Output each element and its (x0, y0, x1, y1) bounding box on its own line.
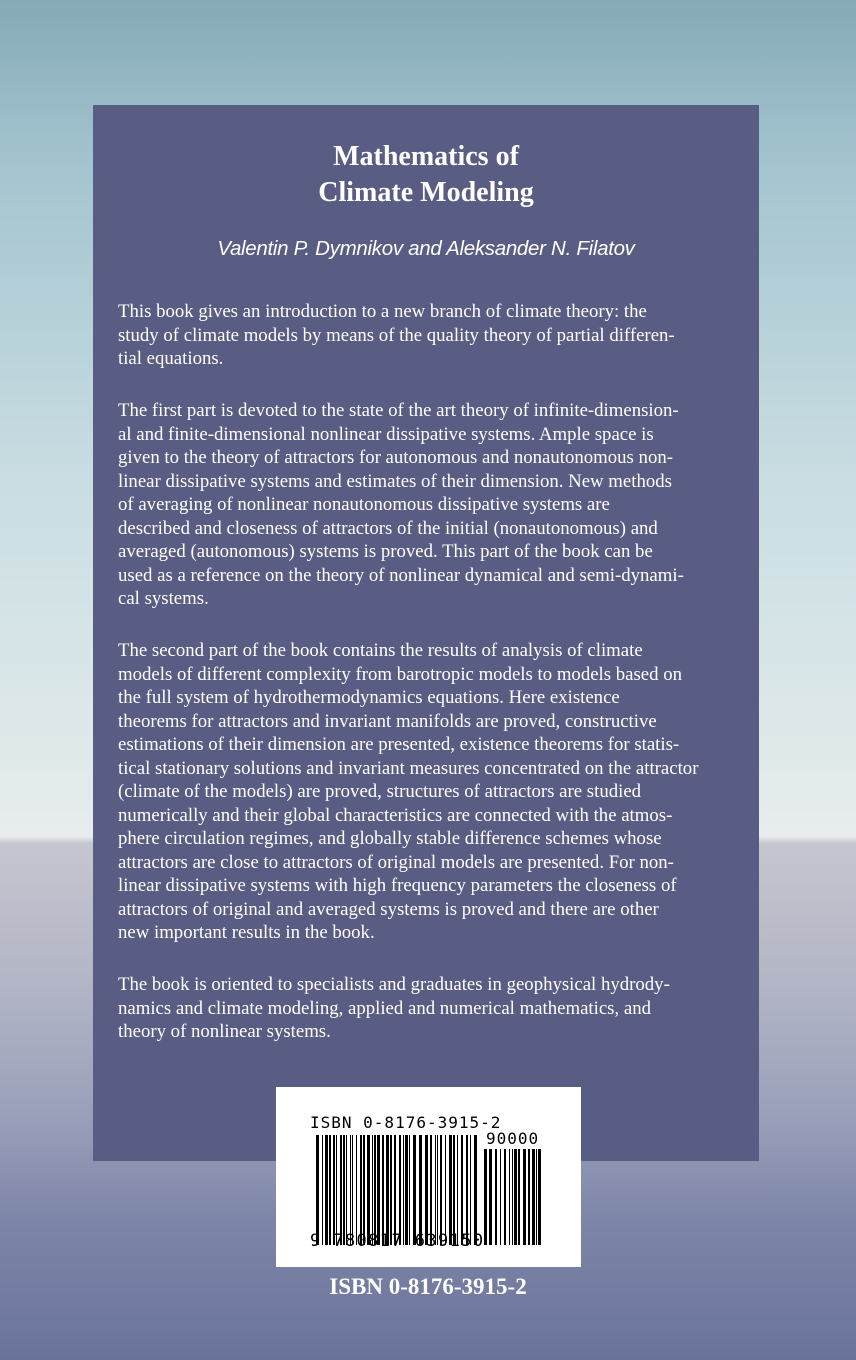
isbn-footer: ISBN 0-8176-3915-2 (329, 1274, 527, 1299)
barcode-stripe (512, 1149, 513, 1245)
barcode-stripe (470, 1135, 471, 1245)
barcode-stripe (500, 1149, 501, 1245)
barcode-stripe (350, 1135, 351, 1245)
barcode-stripe (509, 1149, 510, 1245)
barcode-stripe (333, 1135, 335, 1245)
barcode-stripe (322, 1135, 323, 1245)
blurb-paragraph-1 (118, 300, 738, 371)
back-cover-panel (93, 105, 759, 1161)
barcode-stripe (394, 1135, 396, 1245)
barcode-stripe (343, 1135, 345, 1245)
text-line: The second part of the book contains the results of analysis of climate (118, 640, 643, 661)
barcode-stripe (352, 1135, 353, 1245)
barcode-stripe (449, 1135, 452, 1245)
barcode-stripe (453, 1135, 455, 1245)
text-line: described and closeness of attractors of the initial (nonautonomous) and (118, 517, 658, 539)
barcode-stripe (419, 1135, 422, 1245)
barcode-stripe (386, 1135, 389, 1245)
barcode-stripe (538, 1149, 541, 1245)
barcode-isbn-header: ISBN 0-8176-3915-2 (310, 1113, 502, 1132)
text-line: attractors of original and averaged systems is proved and there are other (118, 898, 659, 920)
title-line: Mathematics of (333, 141, 519, 172)
barcode-price-code: 90000 (486, 1129, 540, 1148)
text-line: study of climate models by means of the quality theory of partial differen- (118, 324, 675, 346)
barcode-bars (316, 1135, 478, 1245)
text-line: tial equations. (118, 348, 224, 369)
text-line: namics and climate modeling, applied and numerical mathematics, and (118, 997, 652, 1019)
text-line: This book gives an introduction to a new branch of climate theory: the (118, 301, 647, 322)
text-line: The book is oriented to specialists and graduates in geophysical hydrody- (118, 974, 670, 995)
text-line: models of different complexity from barotropic models to models based on (118, 663, 683, 685)
book-title (93, 139, 759, 211)
barcode-stripe (437, 1135, 438, 1245)
text-line: new important results in the book. (118, 922, 375, 943)
text-line: linear dissipative systems and estimates of their dimension. New methods (118, 470, 672, 492)
barcode-stripe (363, 1135, 365, 1245)
text-line: attractors are close to attractors of original models are presented. For non- (118, 851, 674, 873)
barcode-stripe (495, 1149, 497, 1245)
barcode-stripe (405, 1135, 408, 1245)
barcode-stripe (403, 1135, 404, 1245)
barcode-stripe (360, 1135, 362, 1245)
barcode-stripe (382, 1135, 384, 1245)
text-line: used as a reference on the theory of nonlinear dynamical and semi-dynami- (118, 564, 684, 586)
barcode-stripe (336, 1135, 337, 1245)
barcode-stripe (523, 1149, 526, 1245)
barcode-stripe (445, 1135, 446, 1245)
barcode-stripe (346, 1135, 347, 1245)
barcode-stripe (435, 1135, 436, 1245)
text-line: estimations of their dimension are presented, existence theorems for statis- (118, 734, 680, 755)
blurb-paragraph-3 (118, 639, 738, 945)
barcode-stripe (532, 1149, 535, 1245)
barcode-stripe (461, 1135, 463, 1245)
barcode-stripe (489, 1149, 492, 1245)
barcode-addon-bars (484, 1149, 542, 1245)
barcode-stripe (356, 1135, 357, 1245)
barcode-stripe (425, 1135, 428, 1245)
text-line: averaged (autonomous) systems is proved. This part of the book can be (118, 541, 653, 562)
blurb-paragraph-2 (118, 399, 738, 611)
barcode-stripe (413, 1135, 416, 1245)
barcode-stripe (504, 1149, 506, 1245)
text-line: tical stationary solutions and invariant measures concentrated on the attractor (118, 757, 699, 779)
text-line: theorems for attractors and invariant manifolds are proved, constructive (118, 710, 657, 732)
barcode-stripe (409, 1135, 410, 1245)
barcode-stripe (316, 1135, 319, 1245)
book-authors: Valentin P. Dymnikov and Aleksander N. Filatov (217, 237, 635, 260)
barcode-label (276, 1087, 581, 1267)
text-line: the full system of hydrothermodynamics equations. Here existence (118, 687, 620, 708)
barcode-stripe (466, 1135, 468, 1245)
blurb-paragraph-4 (118, 973, 738, 1044)
barcode-stripe (457, 1135, 458, 1245)
text-line: cal systems. (118, 588, 209, 609)
barcode-stripe (340, 1135, 342, 1245)
text-line: given to the theory of attractors for autonomous and nonautonomous non- (118, 447, 673, 468)
text-line: linear dissipative systems with high frequency parameters the closeness of (118, 875, 677, 896)
barcode-stripe (372, 1135, 373, 1245)
barcode-stripe (518, 1149, 520, 1245)
barcode-stripe (536, 1149, 537, 1245)
barcode-stripe (430, 1135, 432, 1245)
barcode-stripe (325, 1135, 328, 1245)
barcode-stripe (514, 1149, 517, 1245)
title-line: Climate Modeling (318, 177, 534, 208)
barcode-stripe (528, 1149, 530, 1245)
barcode-stripe (390, 1135, 392, 1245)
barcode-stripe (329, 1135, 331, 1245)
barcode-stripe (367, 1135, 370, 1245)
barcode-ean-digits: 9 780817 639150 (310, 1231, 485, 1251)
barcode-stripe (474, 1135, 477, 1245)
barcode-stripe (374, 1135, 376, 1245)
text-line: of averaging of nonlinear nonautonomous dissipative systems are (118, 494, 610, 515)
barcode-stripe (440, 1135, 442, 1245)
text-line: al and finite-dimensional nonlinear dissipative systems. Ample space is (118, 423, 654, 445)
text-line: (climate of the models) are proved, structures of attractors are studied (118, 781, 642, 802)
text-line: numerically and their global characteristics are connected with the atmos- (118, 804, 673, 826)
barcode-stripe (399, 1135, 401, 1245)
barcode-stripe (377, 1135, 380, 1245)
text-line: phere circulation regimes, and globally stable difference schemes whose (118, 828, 662, 849)
text-line: theory of nonlinear systems. (118, 1021, 331, 1042)
text-line: The first part is devoted to the state of the art theory of infinite-dimension- (118, 400, 679, 421)
